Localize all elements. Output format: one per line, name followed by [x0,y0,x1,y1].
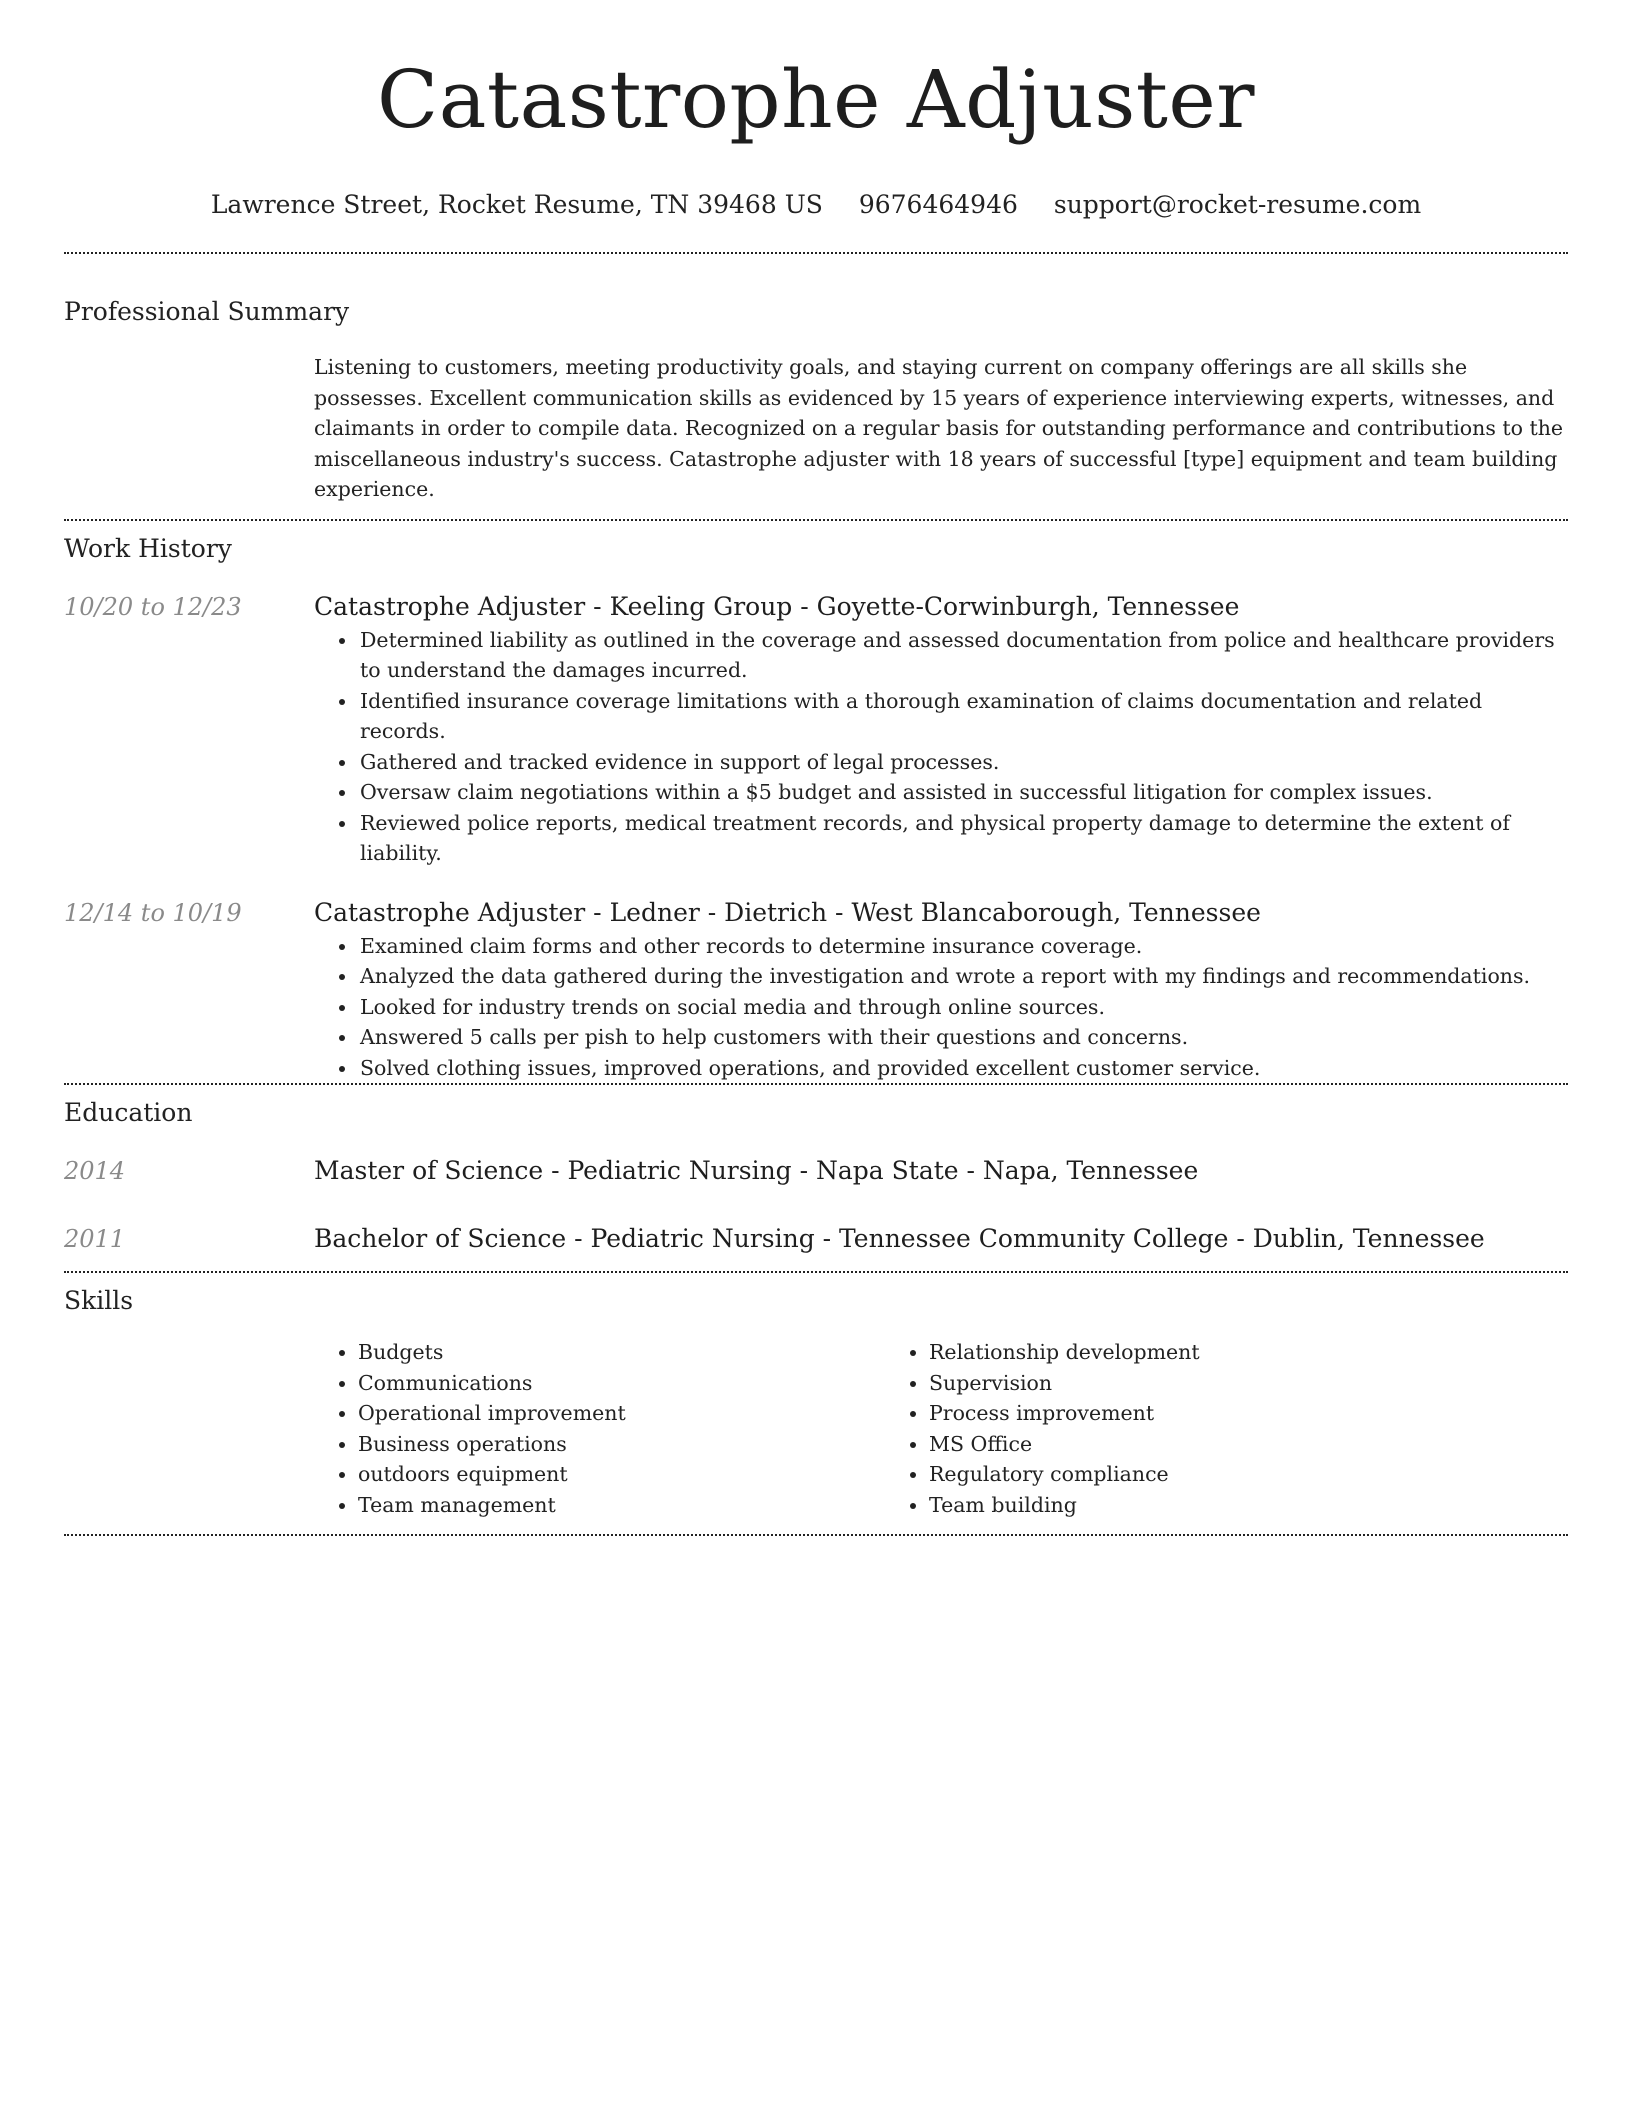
skills-list [64,1337,1568,1520]
job-dates: 10/20 to 12/23 [64,592,242,621]
work-history-heading: Work History [64,533,232,563]
job-bullet: • Analyzed the data gathered during the investigation and wrote a report with my findings and recommendations. [358,961,1568,992]
job-bullet: • Identified insurance coverage limitations with a thorough examination of claims documentation and related records. [358,686,1568,747]
job-entry [64,589,1568,625]
job-title: Catastrophe Adjuster - Ledner - Dietrich - West Blancaborough, Tennessee [314,897,1261,927]
skill-item: • Team management [358,1490,885,1521]
skills-heading: Skills [64,1286,134,1315]
job-bullet: • Gathered and tracked evidence in support of legal processes. [358,747,1568,778]
contact-phone: 9676464946 [858,190,1018,219]
contact-email: support@rocket-resume.com [1053,190,1422,219]
education-title: Master of Science - Pediatric Nursing - Napa State - Napa, Tennessee [314,1156,1199,1185]
skill-item: • Operational improvement [358,1398,885,1429]
skill-item: • Regulatory compliance [929,1459,1200,1490]
summary-divider [64,519,1568,521]
header-divider [64,252,1568,254]
contact-line [64,188,1568,222]
education-entry [64,1153,1568,1189]
skill-item: • outdoors equipment [358,1459,885,1490]
job-entry [64,895,1568,931]
work-divider [64,1083,1568,1085]
summary-heading: Professional Summary [64,297,350,326]
skill-item: • MS Office [929,1429,1200,1460]
contact-address: Lawrence Street, Rocket Resume, TN 39468 US [210,190,823,219]
job-dates: 12/14 to 10/19 [64,898,242,927]
skill-item: • Relationship development [929,1337,1200,1368]
skills-column-left [314,1337,885,1520]
skills-divider [64,1534,1568,1536]
job-bullet: • Solved clothing issues, improved operations, and provided excellent customer service. [358,1053,1568,1084]
skill-item: • Supervision [929,1368,1200,1399]
skill-item: • Team building [929,1490,1200,1521]
skills-column-right [885,1337,1200,1520]
education-year: 2011 [64,1225,126,1253]
skill-item: • Process improvement [929,1398,1200,1429]
job-title: Catastrophe Adjuster - Keeling Group - Goyette-Corwinburgh, Tennessee [314,591,1240,621]
job-bullets [64,931,1568,1084]
education-entry [64,1221,1568,1257]
education-year: 2014 [64,1157,126,1185]
skill-item: • Business operations [358,1429,885,1460]
job-bullet: • Reviewed police reports, medical treatment records, and physical property damage to determine the extent of liability. [358,808,1568,869]
skill-item: • Budgets [358,1337,885,1368]
job-bullet: • Oversaw claim negotiations within a $5 budget and assisted in successful litigation for complex issues. [358,777,1568,808]
summary-text: Listening to customers, meeting productivity goals, and staying current on company offerings are all skills she possesses. Excellent communication skills as evidenced by 15 years of experience interviewing experts, witnesses, and claimants in order to compile data. Recognized on a regular basis for outstanding performance and contributions to the miscellaneous industry's success. Catastrophe adjuster with 18 years of successful [type] equipment and team building experience. [314,355,1564,501]
resume-name: Catastrophe Adjuster [377,53,1255,146]
education-heading: Education [64,1098,193,1127]
job-bullet: • Examined claim forms and other records to determine insurance coverage. [358,931,1568,962]
job-bullet: • Looked for industry trends on social media and through online sources. [358,992,1568,1023]
education-divider [64,1271,1568,1273]
job-bullet: • Answered 5 calls per pish to help customers with their questions and concerns. [358,1022,1568,1053]
education-title: Bachelor of Science - Pediatric Nursing - Tennessee Community College - Dublin, Tennessee [314,1224,1485,1253]
job-bullets [64,625,1568,869]
job-bullet: • Determined liability as outlined in the coverage and assessed documentation from police and healthcare providers to understand the damages incurred. [358,625,1568,686]
skill-item: • Communications [358,1368,885,1399]
